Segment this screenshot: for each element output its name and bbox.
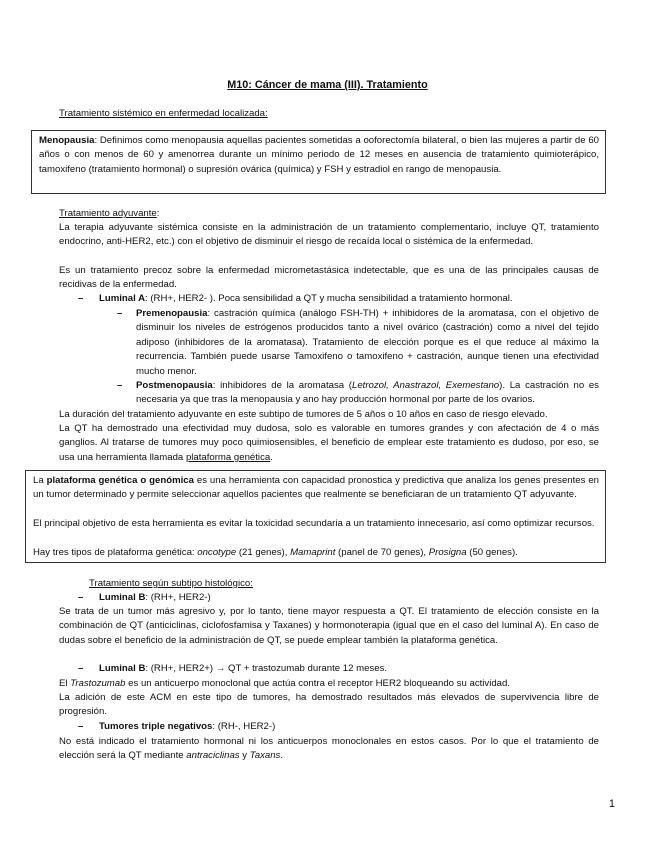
plataforma-paragraph-3: Hay tres tipos de plataforma genética: oncotype (21 genes), Mamaprint (panel de 70 genes), Prosigna (50 genes). <box>33 547 518 558</box>
luminal-b-her2pos-item: Luminal B: (RH+, HER2+) → QT + trastozumab durante 12 meses. <box>99 663 388 674</box>
bullet-dash: – <box>78 721 84 732</box>
page-title: M10: Cáncer de mama (III). Tratamiento <box>227 79 428 91</box>
triple-negativos-paragraph: No está indicado el tratamiento hormonal ni los anticuerpos monoclonales en estos casos. Por lo que el tratamiento de elección será la QT mediante antraciclinas y Taxans. <box>59 736 599 762</box>
premenopausia-item: Premenopausia: castración química (análogo FSH-TH) + inhibidores de la aromatasa, con el objetivo de disminuir los niveles de estrógenos producidos tanto a nivel ovárico (castración) como a nivel del tejido adiposo (inhibidores de la aromatasa). Tratamiento de elección porque es el que reduce al máximo la recurrencia. También puede usarse Tamoxifeno o tamoxifeno + castración, aunque tienen una efectividad mucho menor. <box>136 308 599 377</box>
menopausia-term: Menopausia <box>39 135 95 146</box>
subtipo-heading: Tratamiento según subtipo histológico: <box>89 578 253 589</box>
postmenopausia-item: Postmenopausia: inhibidores de la aromatasa (Letrozol, Anastrazol, Exemestano). La castración no es necesaria ya que tras la menopausia y ano hay producción hormonal por parte de los ovarios. <box>136 380 599 406</box>
bullet-dash: – <box>117 308 123 319</box>
bullet-dash: – <box>78 293 84 304</box>
triple-negativos-item: Tumores triple negativos: (RH-, HER2-) <box>99 721 276 732</box>
luminal-a-item: Luminal A: (RH+, HER2- ). Poca sensibilidad a QT y mucha sensibilidad a tratamiento hormonal. <box>99 293 513 304</box>
acm-paragraph: La adición de este ACM en este tipo de tumores, ha demostrado resultados más elevados de supervivencia libre de progresión. <box>59 692 599 718</box>
adyuvante-paragraph-4: La QT ha demostrado una efectividad muy dudosa, solo es valorable en tumores grandes y con afectación de 4 o más ganglios. Al tratarse de tumores muy poco quimiosensibles, el beneficio de emplear este tratamiento es dudoso, por eso, se usa una herramienta llamada plataforma genética. <box>59 423 599 463</box>
section-heading-localized: Tratamiento sistémico en enfermedad localizada: <box>59 108 268 119</box>
bullet-dash: – <box>117 380 123 391</box>
plataforma-paragraph-1: La plataforma genética o genómica es una herramienta con capacidad pronostica y predictiva que analiza los genes presentes en un tumor determinado y permite seleccionar aquellos pacientes que realmente se beneficiaran de un tratamiento QT adyuvante. <box>33 475 600 501</box>
bullet-dash: – <box>78 663 84 674</box>
page-number: 1 <box>608 798 615 810</box>
bullet-dash: – <box>78 592 84 603</box>
adyuvante-paragraph-2: Es un tratamiento precoz sobre la enfermedad micrometastásica indetectable, que es una de las principales causas de recidivas de la enfermedad. <box>59 265 599 291</box>
trastuzumab-paragraph: El Trastozumab es un anticuerpo monoclonal que actúa contra el receptor HER2 bloqueando su actividad. <box>59 678 511 689</box>
menopausia-definition: Menopausia: Definimos como menopausia aquellas pacientes sometidas a ooforectomía bilateral, o bien las mujeres a partir de 60 años o con menos de 60 y amenorrea durante un mínimo periodo de 12 meses en ausencia de tratamiento quimioterápico, tamoxifeno (tratamiento hormonal) o supresión ovárica (química) y FSH y estradiol en rango de menopausia. <box>39 135 599 175</box>
adyuvante-paragraph-3: La duración del tratamiento adyuvante en este subtipo de tumores de 5 años o 10 años en caso de riesgo elevado. <box>59 409 548 420</box>
luminal-b-her2neg-item: Luminal B: (RH+, HER2-) <box>99 592 211 603</box>
adyuvante-paragraph-1: La terapia adyuvante sistémica consiste en la administración de un tratamiento complementario, incluye QT, tratamiento endocrino, anti-HER2, etc.) con el objetivo de disminuir el riesgo de recaída local o sistémica de la enfermedad. <box>59 222 599 248</box>
adyuvante-heading: Tratamiento adyuvante: <box>59 208 160 219</box>
menopausia-box <box>31 130 606 194</box>
plataforma-box <box>25 470 606 563</box>
plataforma-genetica-link: plataforma genética <box>185 451 271 463</box>
luminal-b-her2neg-paragraph: Se trata de un tumor más agresivo y, por lo tanto, tiene mayor respuesta a QT. El tratamiento de elección consiste en la combinación de QT (anticiclinas, ciclofosfamisa y Taxanes) y hormonoterapia (igual que en el caso del luminal A). En caso de dudas sobre el beneficio de la administración de QT, se puede emplear también la plataforma genética. <box>59 606 599 646</box>
plataforma-paragraph-2: El principal objetivo de esta herramienta es evitar la toxicidad secundaria a un tratamiento innecesario, así como optimizar recursos. <box>33 518 595 529</box>
